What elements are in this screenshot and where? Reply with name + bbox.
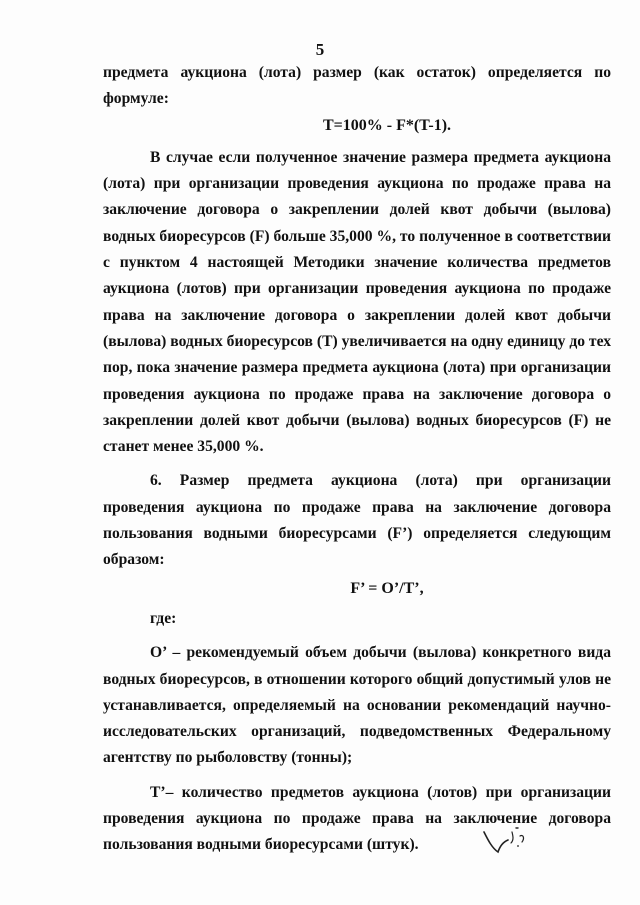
paragraph-6: 6. Размер предмета аукциона (лота) при организации проведения аукциона по продаже права на заключение договора пользования водными биоресурсами (F’) определяется следующим образом: bbox=[103, 472, 611, 569]
intro-line: предмета аукциона (лота) размер (как остаток) определяется по формуле: bbox=[103, 64, 611, 108]
signature-mark bbox=[478, 818, 538, 858]
paragraph-size-condition: В случае если полученное значение размера предмета аукциона (лота) при организации проведения аукциона по продаже права на заключение договора о закреплении долей квот добычи (вылова) водных биоресурсов (F) больше 35,000 %, то полученное в соответствии с пунктом 4 настоящей Методики значение количества предметов аукциона (лотов) при организации проведения аукциона по продаже права на заключение договора о закреплении долей квот добычи (вылова) водных биоресурсов (T) увеличивается на одну единицу до тех пор, пока значение размера предмета аукциона (лота) при организации проведения аукциона по продаже права на заключение договора о закреплении долей квот добычи (вылова) водных биоресурсов (F) не станет менее 35,000 %. bbox=[103, 148, 611, 456]
formula-t: T=100% - F*(T-1). bbox=[322, 116, 452, 134]
formula-f-prime: F’ = O’/T’, bbox=[350, 579, 424, 597]
definition-o-prime: O’ – рекомендуемый объем добычи (вылова) конкретного вида водных биоресурсов, в отношении которого общий допустимый улов не устанавливается, определяемый на основании рекомендаций научно-исследовательских организаций, подведомственных Федеральному агентству по рыболовству (тонны); bbox=[103, 644, 611, 767]
document-body bbox=[103, 60, 611, 859]
where-label: где: bbox=[150, 609, 177, 627]
definition-t-prime: T’– количество предметов аукциона (лотов) при организации проведения аукциона по продаже права на заключение договора пользования водными биоресурсами (штук). bbox=[103, 783, 611, 854]
page-number: 5 bbox=[315, 40, 325, 59]
